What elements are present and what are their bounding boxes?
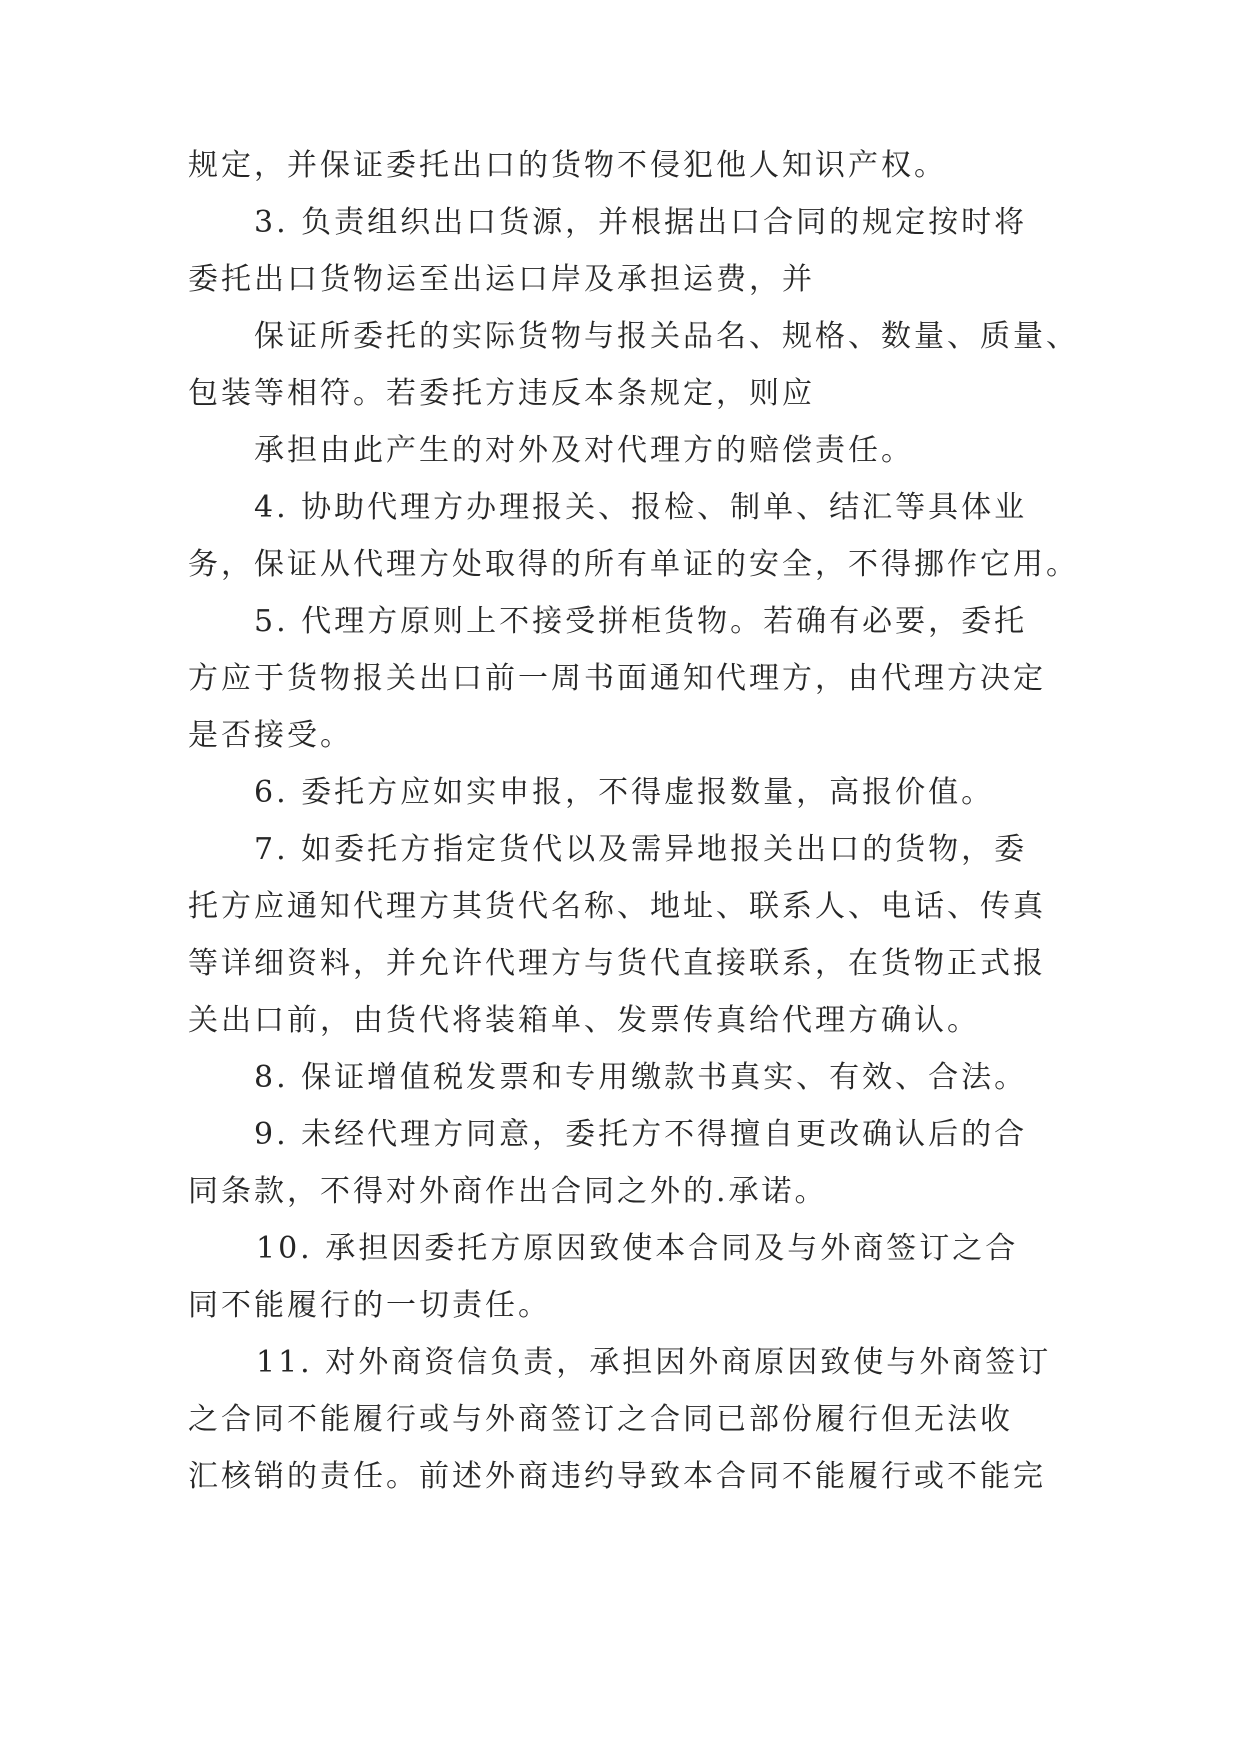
clause-4-line: 4. 协助代理方办理报关、报检、制单、结汇等具体业: [254, 490, 1028, 525]
clause-3-line: 3. 负责组织出口货源，并根据出口合同的规定按时将: [254, 205, 1028, 240]
clause-5-line: 5. 代理方原则上不接受拼柜货物。若确有必要，委托: [254, 604, 1028, 639]
paragraph-line: 方应于货物报关出口前一周书面通知代理方，由代理方决定: [188, 661, 1046, 696]
paragraph-line: 托方应通知代理方其货代名称、地址、联系人、电话、传真: [188, 889, 1046, 924]
paragraph-line: 委托出口货物运至出运口岸及承担运费，并: [188, 262, 815, 297]
paragraph-line: 承担由此产生的对外及对代理方的赔偿责任。: [254, 433, 914, 468]
paragraph-line: 同不能履行的一切责任。: [188, 1288, 551, 1323]
paragraph-line: 规定，并保证委托出口的货物不侵犯他人知识产权。: [188, 148, 947, 183]
clause-6-line: 6. 委托方应如实申报，不得虚报数量，高报价值。: [254, 775, 995, 810]
paragraph-line: 务，保证从代理方处取得的所有单证的安全，不得挪作它用。: [188, 547, 1079, 582]
clause-8-line: 8. 保证增值税发票和专用缴款书真实、有效、合法。: [254, 1060, 1028, 1095]
paragraph-line: 汇核销的责任。前述外商违约导致本合同不能履行或不能完: [188, 1459, 1046, 1494]
clause-11-line: 11. 对外商资信负责，承担因外商原因致使与外商签订: [256, 1345, 1052, 1380]
clause-9-line: 9. 未经代理方同意，委托方不得擅自更改确认后的合: [254, 1117, 1028, 1152]
paragraph-line: 包装等相符。若委托方违反本条规定，则应: [188, 376, 815, 411]
paragraph-line: 是否接受。: [188, 718, 353, 753]
paragraph-line: 等详细资料，并允许代理方与货代直接联系，在货物正式报: [188, 946, 1046, 981]
paragraph-line: 关出口前，由货代将装箱单、发票传真给代理方确认。: [188, 1003, 980, 1038]
paragraph-line: 同条款，不得对外商作出合同之外的.承诺。: [188, 1174, 828, 1209]
paragraph-line: 之合同不能履行或与外商签订之合同已部份履行但无法收: [188, 1402, 1013, 1437]
paragraph-line: 保证所委托的实际货物与报关品名、规格、数量、质量、: [254, 319, 1079, 354]
clause-7-line: 7. 如委托方指定货代以及需异地报关出口的货物，委: [254, 832, 1028, 867]
clause-10-line: 10. 承担因委托方原因致使本合同及与外商签订之合: [256, 1231, 1019, 1266]
